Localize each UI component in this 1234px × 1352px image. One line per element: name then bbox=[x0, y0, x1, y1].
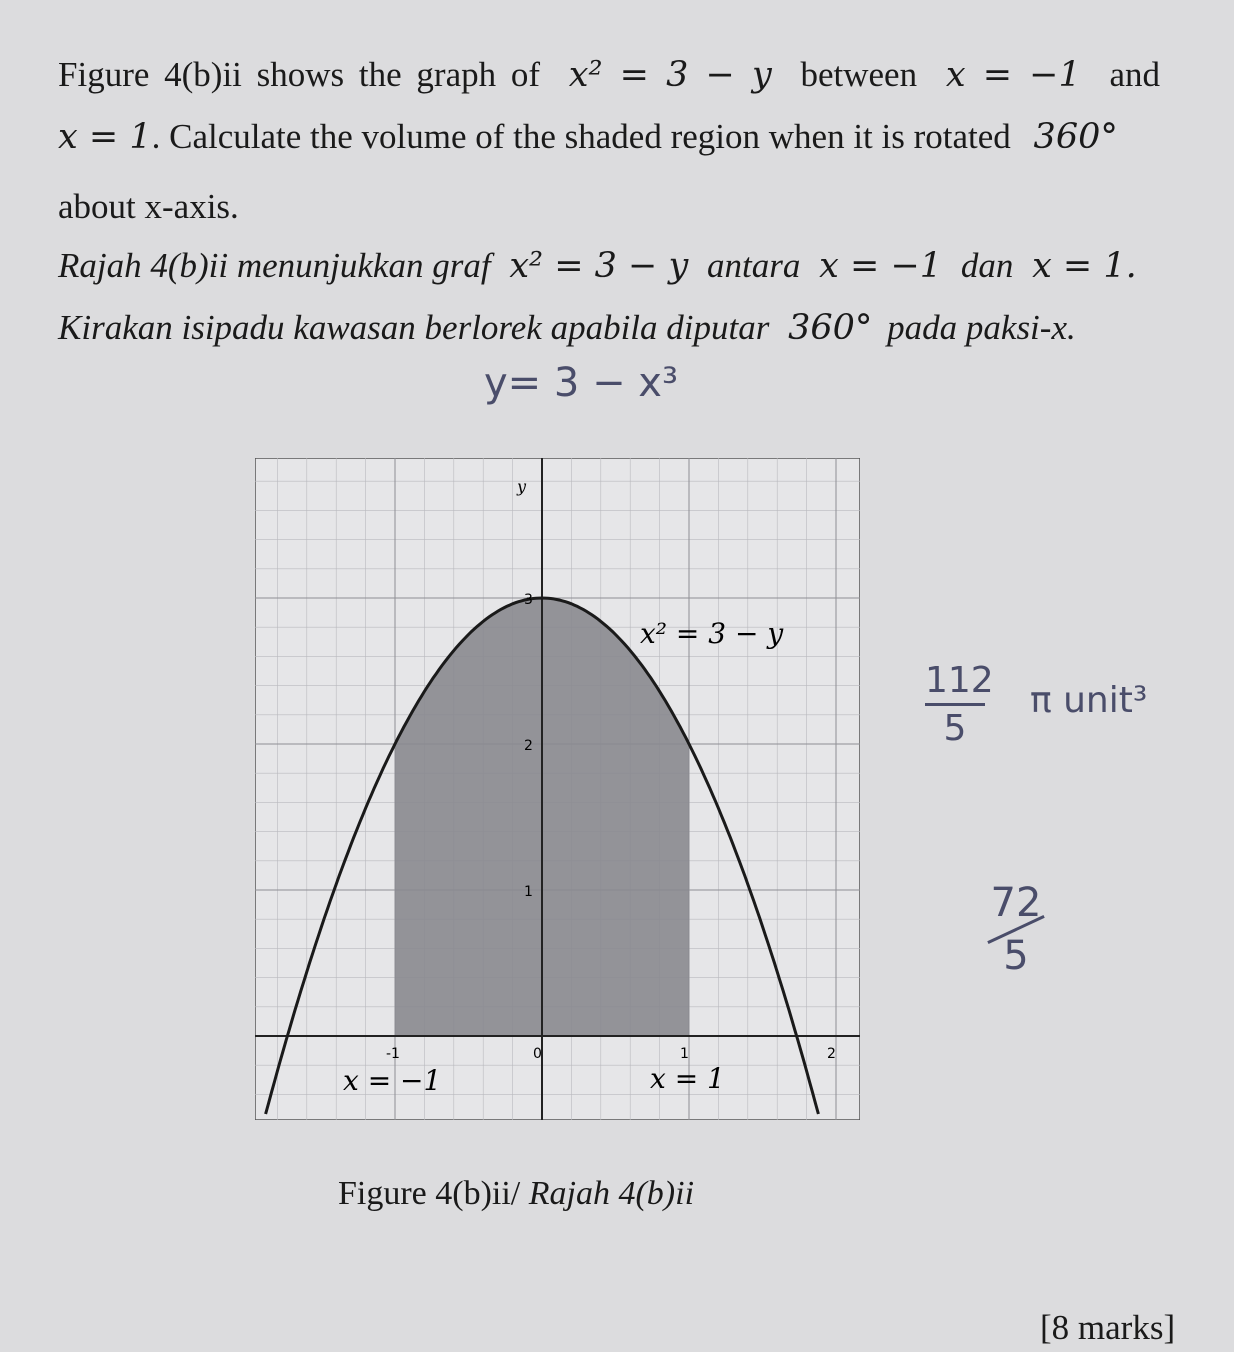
x-tick-label: -1 bbox=[386, 1046, 400, 1062]
fraction-bar bbox=[925, 703, 985, 706]
angle: 360° bbox=[788, 308, 873, 348]
x-tick-label: 1 bbox=[680, 1046, 689, 1062]
handwritten-answer-1 bbox=[925, 660, 994, 749]
x-tick-label: 0 bbox=[533, 1046, 542, 1062]
equation: x = −1 bbox=[819, 246, 943, 286]
parabola-graph bbox=[255, 458, 860, 1120]
question-text: and bbox=[1109, 55, 1161, 94]
question-text: . Calculate the volume of the shaded region when it is rotated bbox=[151, 117, 1011, 156]
y-tick-label: 2 bbox=[524, 738, 533, 754]
x-tick-label: 2 bbox=[827, 1046, 836, 1062]
curve-label: x² = 3 − y bbox=[640, 617, 784, 650]
y-axis-label: y bbox=[517, 477, 527, 496]
question-en-line2 bbox=[58, 117, 1118, 157]
question-text: Figure 4(b)ii shows the graph of bbox=[58, 55, 541, 94]
question-ms-line1 bbox=[58, 246, 1137, 286]
handwritten-answer-2 bbox=[985, 880, 1047, 979]
question-text: pada paksi-x. bbox=[887, 308, 1076, 347]
equation: x² = 3 − y bbox=[509, 246, 689, 286]
y-tick-label: 1 bbox=[524, 884, 533, 900]
left-bound-label: x = −1 bbox=[343, 1064, 442, 1097]
caption-en: Figure 4(b)ii/ bbox=[338, 1175, 521, 1212]
figure-caption bbox=[338, 1175, 694, 1213]
question-text: dan bbox=[960, 246, 1014, 285]
fraction-denominator: 5 bbox=[1003, 933, 1029, 979]
right-bound-label: x = 1 bbox=[650, 1062, 725, 1095]
question-en-line1 bbox=[58, 55, 1160, 95]
caption-ms: Rajah 4(b)ii bbox=[528, 1175, 695, 1212]
question-text: between bbox=[800, 55, 918, 94]
angle: 360° bbox=[1033, 117, 1118, 157]
equation: x = 1. bbox=[1032, 246, 1137, 286]
equation: x = 1 bbox=[58, 117, 152, 157]
y-tick-label: 3 bbox=[524, 592, 533, 608]
fraction-denominator: 5 bbox=[943, 708, 967, 749]
fraction-numerator: 72 bbox=[990, 880, 1042, 926]
question-text: Rajah 4(b)ii menunjukkan graf bbox=[58, 246, 491, 285]
equation: x² = 3 − y bbox=[568, 55, 772, 95]
question-en-line3: about x-axis. bbox=[58, 187, 239, 226]
question-ms-line2 bbox=[58, 308, 1076, 348]
handwritten-unit: π unit³ bbox=[1030, 680, 1148, 721]
marks-label: [8 marks] bbox=[1040, 1308, 1176, 1347]
equation: x = −1 bbox=[945, 55, 1081, 95]
fraction-numerator: 112 bbox=[925, 660, 994, 701]
handwritten-equation: y= 3 − x³ bbox=[484, 360, 679, 406]
question-text: antara bbox=[707, 246, 801, 285]
question-text: Kirakan isipadu kawasan berlorek apabila diputar bbox=[58, 308, 770, 347]
